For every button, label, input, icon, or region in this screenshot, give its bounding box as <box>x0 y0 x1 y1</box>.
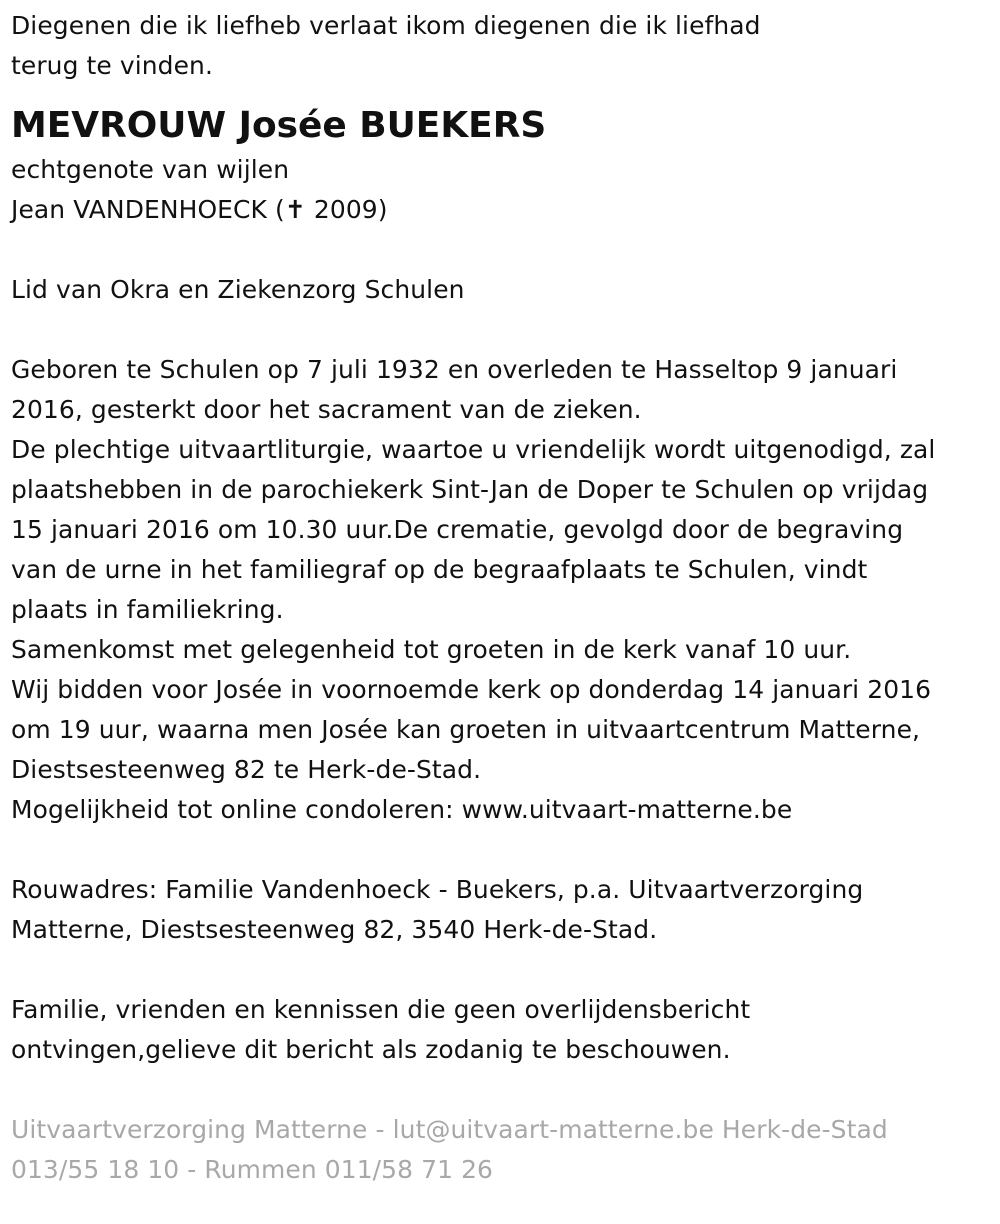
body-line: De plechtige uitvaartliturgie, waartoe u vriendelijk wordt uitgenodigd, zal <box>11 435 936 464</box>
body-line: Samenkomst met gelegenheid tot groeten in de kerk vanaf 10 uur. <box>11 635 852 664</box>
address-line: Matterne, Diestsesteenweg 82, 3540 Herk-de-Stad. <box>11 915 658 944</box>
spacer <box>11 230 991 270</box>
spouse-line: Jean VANDENHOECK (✝ 2009) <box>11 195 388 224</box>
spacer <box>11 950 991 990</box>
spacer <box>11 310 991 350</box>
body-line: om 19 uur, waarna men Josée kan groeten in uitvaartcentrum Matterne, <box>11 715 921 744</box>
spouse-info <box>11 150 991 230</box>
body-line: van de urne in het familiegraf op de begraafplaats te Schulen, vindt <box>11 555 868 584</box>
deceased-name: MEVROUW Josée BUEKERS <box>11 105 547 146</box>
body-line: 15 januari 2016 om 10.30 uur.De crematie, gevolgd door de begraving <box>11 515 904 544</box>
spacer <box>11 1070 991 1110</box>
spouse-line: echtgenote van wijlen <box>11 155 290 184</box>
funeral-home-footer <box>11 1110 991 1190</box>
address-line: Rouwadres: Familie Vandenhoeck - Buekers, p.a. Uitvaartverzorging <box>11 875 864 904</box>
motto-line: Diegenen die ik liefheb verlaat ikom diegenen die ik liefhad <box>11 11 761 40</box>
body-line: Geboren te Schulen op 7 juli 1932 en overleden te Hasseltop 9 januari <box>11 355 898 384</box>
notice-line: Familie, vrienden en kennissen die geen overlijdensbericht <box>11 995 751 1024</box>
body-line: Diestsesteenweg 82 te Herk-de-Stad. <box>11 755 482 784</box>
body-line: plaatshebben in de parochiekerk Sint-Jan de Doper te Schulen op vrijdag <box>11 475 929 504</box>
notice-line: ontvingen,gelieve dit bericht als zodanig te beschouwen. <box>11 1035 731 1064</box>
membership: Lid van Okra en Ziekenzorg Schulen <box>11 275 465 304</box>
notice <box>11 990 991 1070</box>
body-line: 2016, gesterkt door het sacrament van de zieken. <box>11 395 642 424</box>
footer-line: Uitvaartverzorging Matterne - lut@uitvaart-matterne.be Herk-de-Stad <box>11 1115 888 1144</box>
motto <box>11 6 991 86</box>
motto-line: terug te vinden. <box>11 51 213 80</box>
body-line: Mogelijkheid tot online condoleren: www.uitvaart-matterne.be <box>11 795 793 824</box>
footer-line: 013/55 18 10 - Rummen 011/58 71 26 <box>11 1155 494 1184</box>
spacer <box>11 830 991 870</box>
body-line: plaats in familiekring. <box>11 595 284 624</box>
body-text <box>11 350 991 830</box>
body-line: Wij bidden voor Josée in voornoemde kerk op donderdag 14 januari 2016 <box>11 675 932 704</box>
mourning-address <box>11 870 991 950</box>
obituary-document <box>11 6 991 1190</box>
